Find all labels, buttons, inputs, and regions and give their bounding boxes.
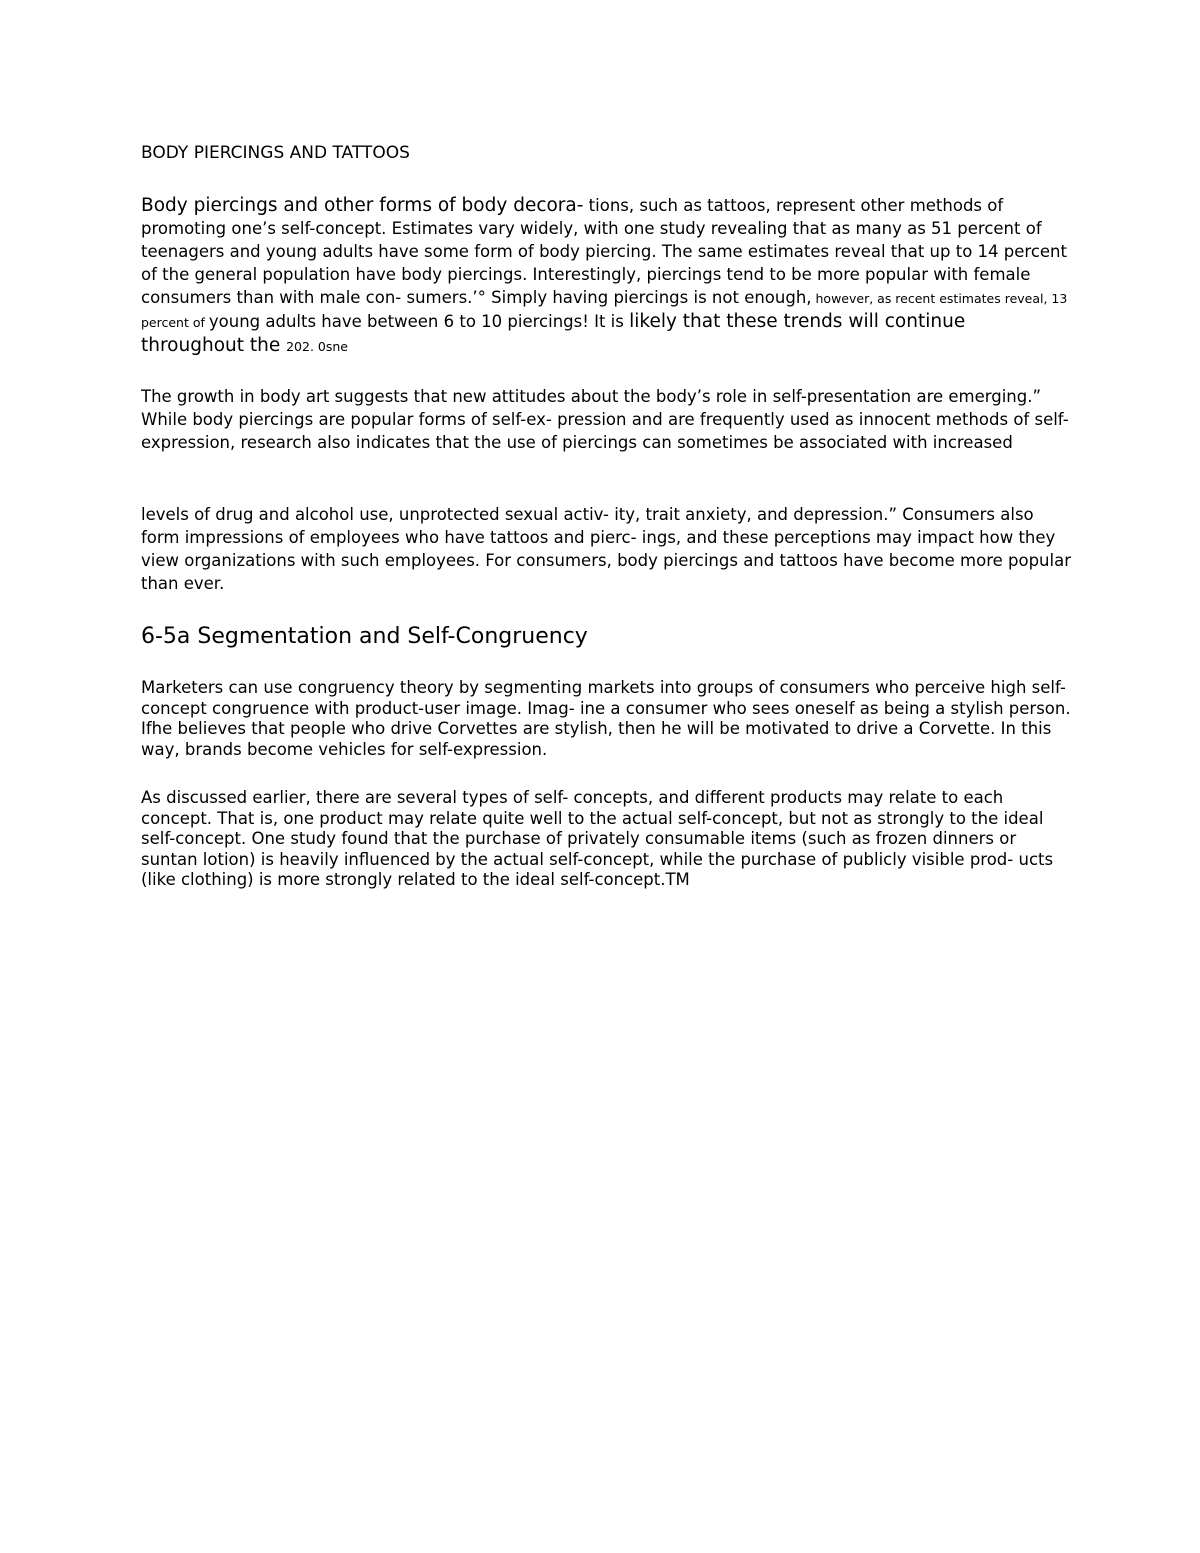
- paragraph-congruency-theory: Marketers can use congruency theory by segmenting markets into groups of consumers who perceive high self-concept congruence with product-user image. Imag- ine a consumer who sees oneself as being a stylish person. Ifhe believes that people who drive Corvettes are stylish, then he will be motivated to drive a Corvette. In this way, brands become vehicles for self-expression.: [141, 678, 1071, 759]
- paragraph-drug-alcohol-use: levels of drug and alcohol use, unprotected sexual activ- ity, trait anxiety, and depression.” Consumers also form impressions of employees who have tattoos and pierc- ings, and these perceptions may impact how they view organizations with such employees. For consumers, body piercings and tattoos have become more popular than ever.: [141, 505, 1071, 593]
- paragraph-text: young adults have between 6 to 10 piercings! It is: [208, 312, 630, 331]
- paragraph-small-tail: 202. 0sne: [286, 339, 348, 354]
- document-title: BODY PIERCINGS AND TATTOOS: [141, 143, 410, 163]
- paragraph-growth-body-art: The growth in body art suggests that new attitudes about the body’s role in self-presentation are emerging.” While body piercings are popular forms of self-ex- pression and are frequently used as innocent methods of self-expression, research also indicates that the use of piercings can sometimes be associated with increased: [141, 387, 1069, 452]
- paragraph-text: tions, such as tattoos, represent other methods of promoting one’s self-concept. Estimates vary widely, with one study revealing that as many as 51 percent of teenagers and young adults have some form of body piercing. The same estimates reveal that up to 14 percent of the general population have body piercings. Interestingly, piercings tend to be more popular with female consumers than with male con- sumers.’° Simply having piercings is not enough,: [141, 196, 1067, 307]
- paragraph-big-text: likely that these trends will continue throughout the: [141, 311, 966, 356]
- paragraph-body-piercings: [141, 194, 1071, 358]
- paragraph-lead-text: Body piercings and other forms of body decora-: [141, 195, 584, 216]
- paragraph-small-text: however, as recent estimates reveal, 13 percent of: [141, 291, 1068, 330]
- section-heading: 6-5a Segmentation and Self-Congruency: [141, 624, 588, 649]
- paragraph-self-concepts: As discussed earlier, there are several types of self- concepts, and different products may relate to each concept. That is, one product may relate quite well to the actual self-concept, but not as strongly to the ideal self-concept. One study found that the purchase of privately consumable items (such as frozen dinners or suntan lotion) is heavily influenced by the actual self-concept, while the purchase of publicly visible prod- ucts (like clothing) is more strongly related to the ideal self-concept.TM: [141, 788, 1054, 889]
